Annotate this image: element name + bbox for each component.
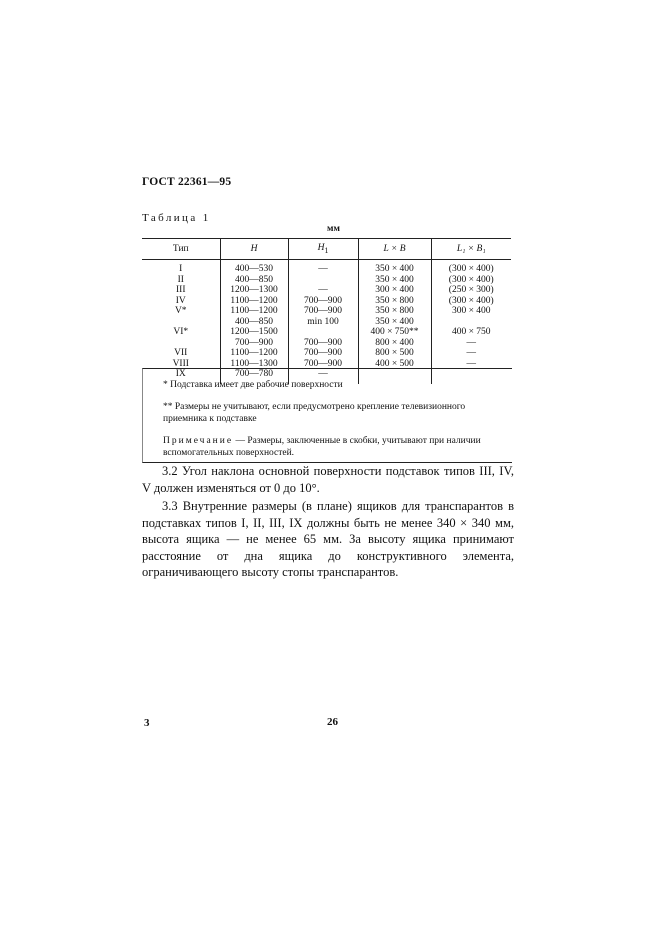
h-cell: 400—530 [235,264,273,274]
h-cell: 400—850 [235,274,273,285]
lxb-cell: 350 × 400 [375,316,414,327]
h1-cell: 700—900 [304,348,342,358]
type-column-cells [142,260,220,384]
lxb-cell: 300 × 400 [375,285,414,295]
h-cell: 1100—1300 [230,358,278,369]
lxb-cell: 800 × 400 [375,337,414,348]
footnote-single-star: * Подставка имеет две рабочие поверхности [163,380,343,390]
table-header-row [142,239,511,260]
h1-column-cells [288,260,358,384]
type-cell: I [179,264,183,274]
h-cell: 1200—1300 [230,285,278,295]
l1xb1-cell: 300 × 400 [451,306,491,316]
type-cell: II [177,274,184,285]
h1-cell: — [318,285,328,295]
h1-cell: — [318,369,328,379]
h-cell: 700—780 [235,369,273,379]
l1xb1-cell: 400 × 750 [451,327,491,337]
remark-label: Примечание [163,436,234,446]
lxb-cell: 350 × 800 [375,295,414,306]
h1-cell: 700—900 [304,358,342,369]
h-cell: 1200—1500 [230,327,278,337]
h1-cell: min 100 [307,316,339,327]
page-number: 26 [327,716,338,728]
paragraph-3-3: 3.3 Внутренние размеры (в плане) ящиков для транспарантов в подставках типов I, II, III, IX должны быть не менее 340 × 340 мм, высота ящика — не менее 65 мм. За высоту ящика принимают расстояние от дна ящика до конструктивного элемента, ограничивающего высоту стопы транспарантов. [142,499,514,579]
h-cell: 1100—1200 [230,295,278,306]
l1xb1-cell: — [466,348,476,358]
lxb-cell: 350 × 800 [375,306,414,316]
l1xb1-cell: (300 × 400) [448,295,494,306]
lxb-cell: 800 × 500 [375,348,414,358]
l1xb1-cell [432,317,512,328]
table-remark [143,435,512,459]
type-cell: VI* [173,327,189,337]
page-marker-left: 3 [144,717,150,729]
l1xb1-cell: (300 × 400) [448,264,494,274]
remark-text: — Размеры, заключенные в скобки, учитывают при наличии вспомогательных поверхностей. [163,436,481,458]
l1xb1-cell: (300 × 400) [448,274,494,285]
lxb-column-cells [358,260,431,384]
h-cell: 400—850 [235,316,273,327]
body-text [142,463,514,581]
h1-cell: 700—900 [304,295,342,306]
l1xb1-cell: — [466,337,476,348]
table-label: Таблица 1 [142,212,211,224]
lxb-cell: 350 × 400 [375,274,414,285]
lxb-cell: 400 × 500 [375,358,414,369]
table-unit: мм [327,224,340,234]
l1xb1-column-cells [431,260,511,384]
type-cell [142,338,220,349]
l1xb1-cell: — [466,358,476,369]
type-cell [142,317,220,328]
type-cell: III [176,285,186,295]
h1-cell: 700—900 [304,306,342,316]
document-header: ГОСТ 22361—95 [142,176,232,188]
type-cell: VII [174,348,188,358]
h-column-cells [220,260,288,384]
column-header-type: Тип [142,239,220,260]
h1-cell [289,275,358,286]
column-header-lxb: L × B [358,239,431,260]
dimensions-table [142,238,511,384]
h1-cell [289,327,358,338]
h1-cell: 700—900 [304,337,342,348]
h-cell: 1100—1200 [230,348,278,358]
type-cell: IV [175,295,186,306]
lxb-cell: 350 × 400 [375,264,414,274]
paragraph-3-2: 3.2 Угол наклона основной поверхности подставок типов III, IV, V должен изменяться от 0 до 10°. [142,464,514,495]
table-notes [142,368,512,463]
column-header-l1xb1: L₁ × B₁ [431,239,511,260]
column-header-h: H [220,239,288,260]
h1-cell: — [318,264,328,274]
l1xb1-cell: (250 × 300) [448,285,494,295]
footnote-double-star: ** Размеры не учитывают, если предусмотрено крепление телевизионного приемника к подставке [163,402,466,424]
type-cell: VIII [172,358,189,369]
type-cell: V* [174,306,187,316]
lxb-cell: 400 × 750** [370,327,419,337]
table-body-row [142,260,511,384]
type-cell: IX [175,369,186,379]
h-cell: 700—900 [235,337,273,348]
h-cell: 1100—1200 [230,306,278,316]
column-header-h1: $H_1$ [288,239,358,260]
